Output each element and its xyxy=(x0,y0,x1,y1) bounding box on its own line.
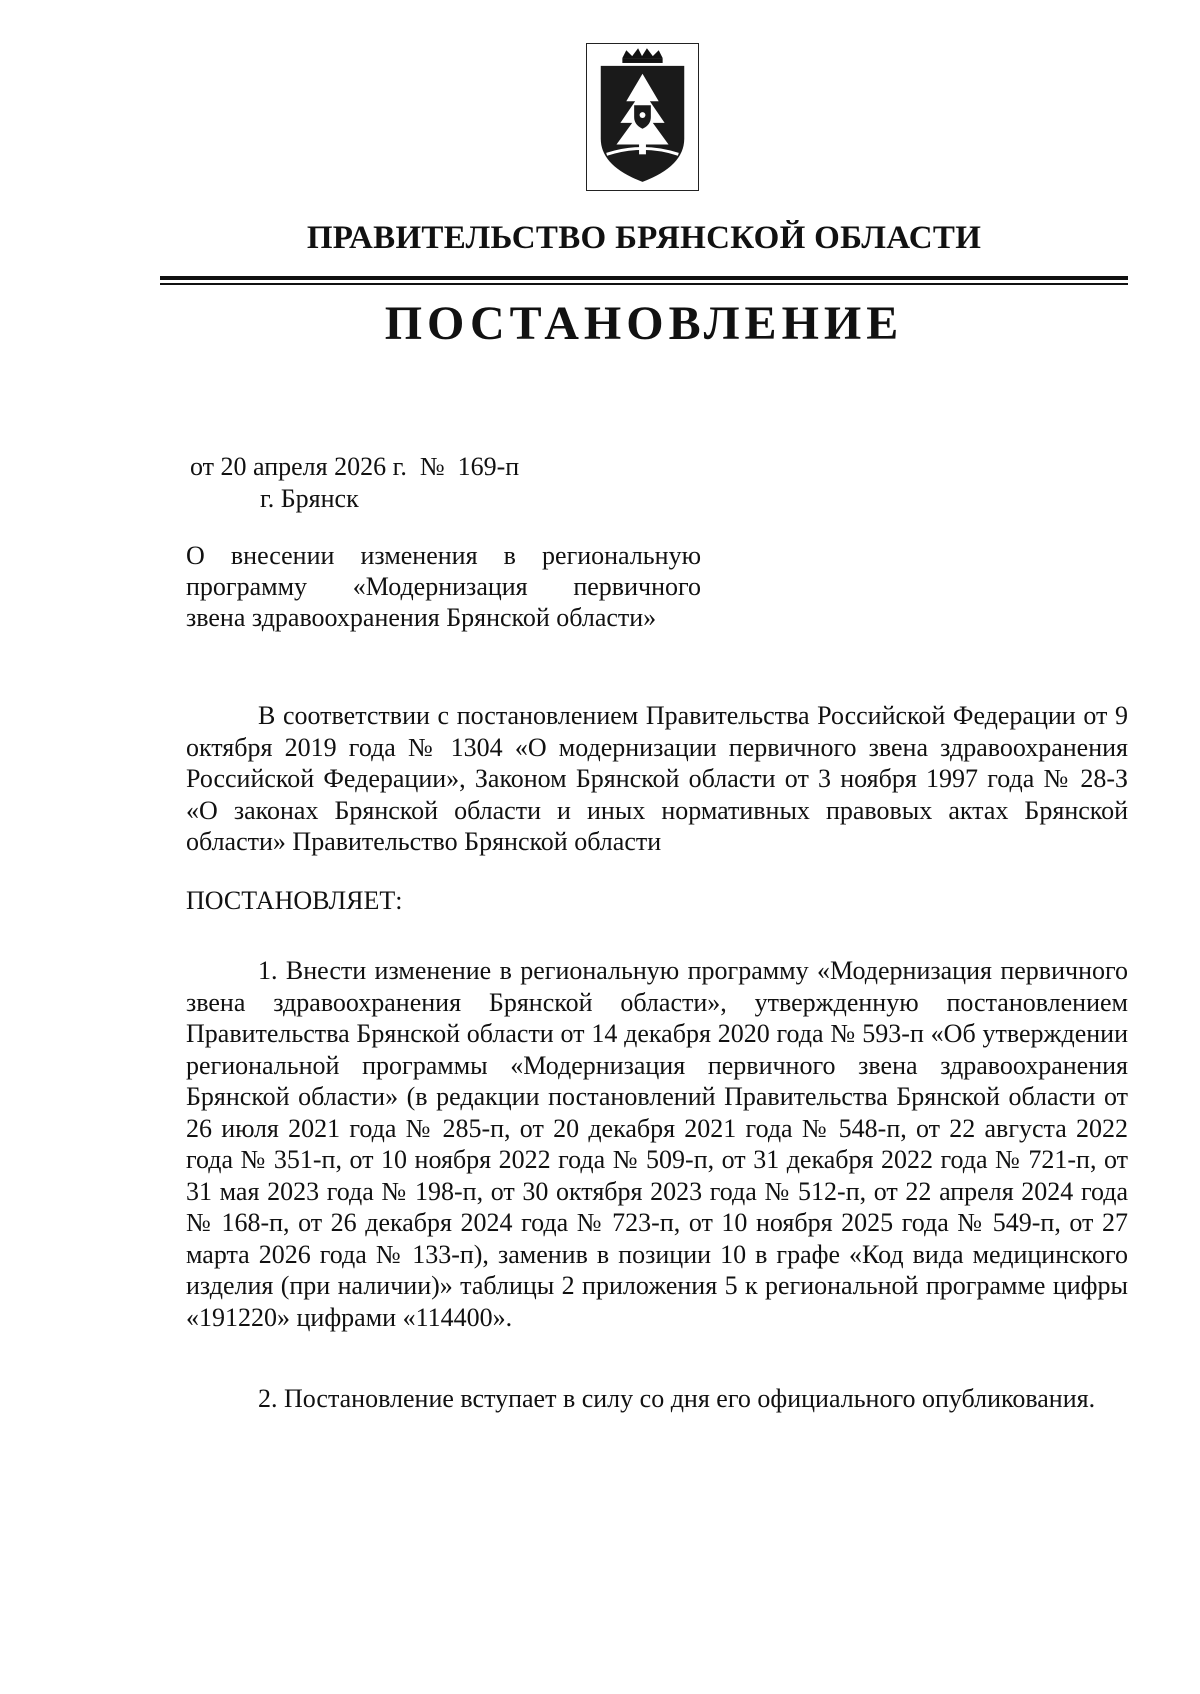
item-1-paragraph: 1. Внести изменение в региональную программу «Модернизация первичного звена здравоохранения Брянской области», утвержденную постановлением Правительства Брянской области от 14 декабря 2020 года № 593-п «Об утверждении региональной программы «Модернизация первичного звена здравоохранения Брянской области» (в редакции постановлений Правительства Брянской области от 26 июля 2021 года № 285-п, от 20 декабря 2021 года № 548-п, от 22 августа 2022 года № 351-п, от 10 ноября 2022 года № 509-п, от 31 декабря 2022 года № 721-п, от 31 мая 2023 года № 198-п, от 30 октября 2023 года № 512-п, от 22 апреля 2024 года № 168-п, от 26 декабря 2024 года № 723-п, от 10 ноября 2025 года № 549-п, от 27 марта 2026 года № 133-п), заменив в позиции 10 в графе «Код вида медицинского изделия (при наличии)» таблицы 2 приложения 5 к региональной программе цифры «191220» цифрами «114400». xyxy=(186,956,1128,1332)
organization-title: ПРАВИТЕЛЬСТВО БРЯНСКОЙ ОБЛАСТИ xyxy=(306,220,982,256)
document-subject xyxy=(186,540,701,633)
header-rule-thick xyxy=(160,276,1128,280)
document-type-title: ПОСТАНОВЛЕНИЕ xyxy=(384,297,904,350)
city-line: г. Брянск xyxy=(260,484,359,513)
item-2-paragraph: 2. Постановление вступает в силу со дня его официального опубликования. xyxy=(258,1384,1096,1413)
subject-line: О внесении изменения в региональную xyxy=(186,541,701,570)
preamble-paragraph: В соответствии с постановлением Правительства Российской Федерации от 9 октября 2019 года № 1304 «О модернизации первичного звена здравоохранения Российской Федерации», Законом Брянской области от 3 ноября 1997 года № 28-З «О законах Брянской области и иных нормативных правовых актах Брянской области» Правительство Брянской области xyxy=(186,701,1128,856)
bryansk-coat-of-arms-icon xyxy=(587,44,698,190)
subject-line: программу «Модернизация первичного xyxy=(186,572,701,601)
subject-line: звена здравоохранения Брянской области» xyxy=(186,603,657,632)
header-rule-thin xyxy=(160,283,1128,285)
date-number-line: от 20 апреля 2026 г. № 169-п xyxy=(190,452,520,481)
decree-word: ПОСТАНОВЛЯЕТ: xyxy=(186,886,403,915)
coat-of-arms-emblem xyxy=(586,43,699,191)
